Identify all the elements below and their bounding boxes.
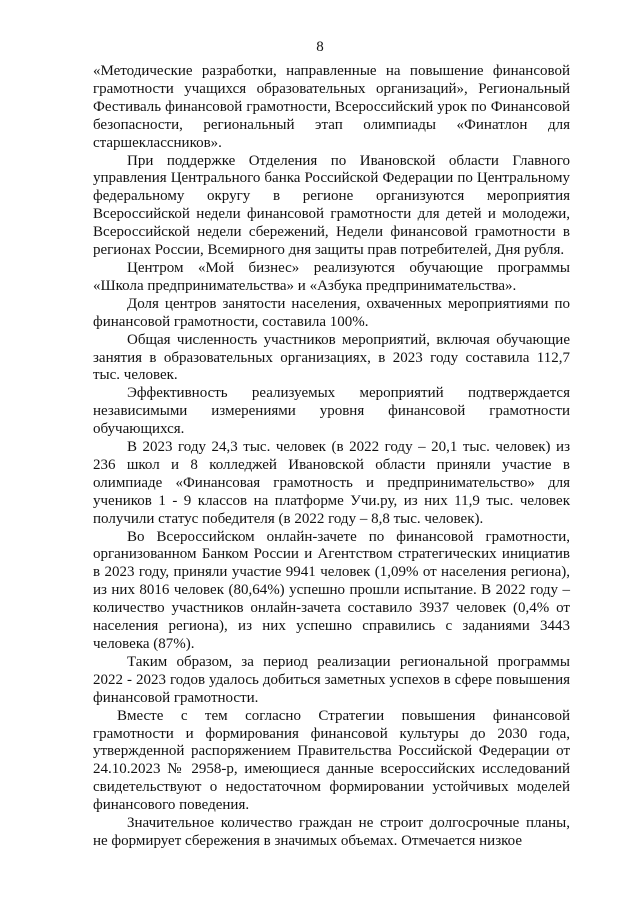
document-body [93,63,570,851]
paragraph-central-bank-support: При поддержке Отделения по Ивановской области Главного управления Центрального банка Российской Федерации по Центральному федеральному округу в регионе организуются мероприятия Всероссийской недели финансовой грамотности для детей и молодежи, Всероссийской недели сбережений, Недели финансовой грамотности в регионах России, Всемирного дня защиты прав потребителей, Дня рубля. [93,152,570,259]
paragraph-online-test: Во Всероссийском онлайн-зачете по финансовой грамотности, организованном Банком России и Агентством стратегических инициатив в 2023 году, приняли участие 9941 человек (1,09% от населения региона), из них 8016 человек (80,64%) успешно прошли испытание. В 2022 году – количество участников онлайн-зачета составило 3937 человек (0,4% от населения региона), из них успешно справились с заданиями 3443 человека (87%). [93,528,570,652]
page-number: 8 [316,39,324,55]
paragraph-citizens-behavior: Значительное количество граждан не строит долгосрочные планы, не формирует сбережения в значимых объемах. Отмечается низкое [93,815,570,849]
paragraph-strategy: Вместе с тем согласно Стратегии повышения финансовой грамотности и формирования финансовой культуры до 2030 года, утвержденной распоряжением Правительства Российской Федерации от 24.10.2023 № 2958-р, имеющиеся данные всероссийских исследований свидетельствуют о недостаточном формировании устойчивых моделей финансового поведения. [93,707,570,814]
paragraph-participants-total: Общая численность участников мероприятий, включая обучающие занятия в образовательных организациях, в 2023 году составила 112,7 тыс. человек. [93,331,570,384]
paragraph-my-business-center: Центром «Мой бизнес» реализуются обучающие программы «Школа предпринимательства» и «Азбука предпринимательства». [93,259,570,294]
paragraph-employment-centers: Доля центров занятости населения, охваченных мероприятиями по финансовой грамотности, составила 100%. [93,295,570,330]
paragraph-effectiveness: Эффективность реализуемых мероприятий подтверждается независимыми измерениями уровня финансовой грамотности обучающихся. [93,385,570,438]
paragraph-summary: Таким образом, за период реализации региональной программы 2022 - 2023 годов удалось добиться заметных успехов в сфере повышения финансовой грамотности. [93,653,570,706]
paragraph-olympiad-results: В 2023 году 24,3 тыс. человек (в 2022 году – 20,1 тыс. человек) из 236 школ и 8 колледжей Ивановской области приняли участие в олимпиаде «Финансовая грамотность и предпринимательство» для учеников 1 - 9 классов на платформе Учи.ру, из них 11,9 тыс. человек получили статус победителя (в 2022 году – 8,8 тыс. человек). [93,439,570,527]
paragraph-methodical-materials: «Методические разработки, направленные на повышение финансовой грамотности учащихся образовательных организаций», Региональный Фестиваль финансовой грамотности, Всероссийский урок по Финансовой безопасности, региональный этап олимпиады «Финатлон для старшеклассников». [93,63,570,151]
